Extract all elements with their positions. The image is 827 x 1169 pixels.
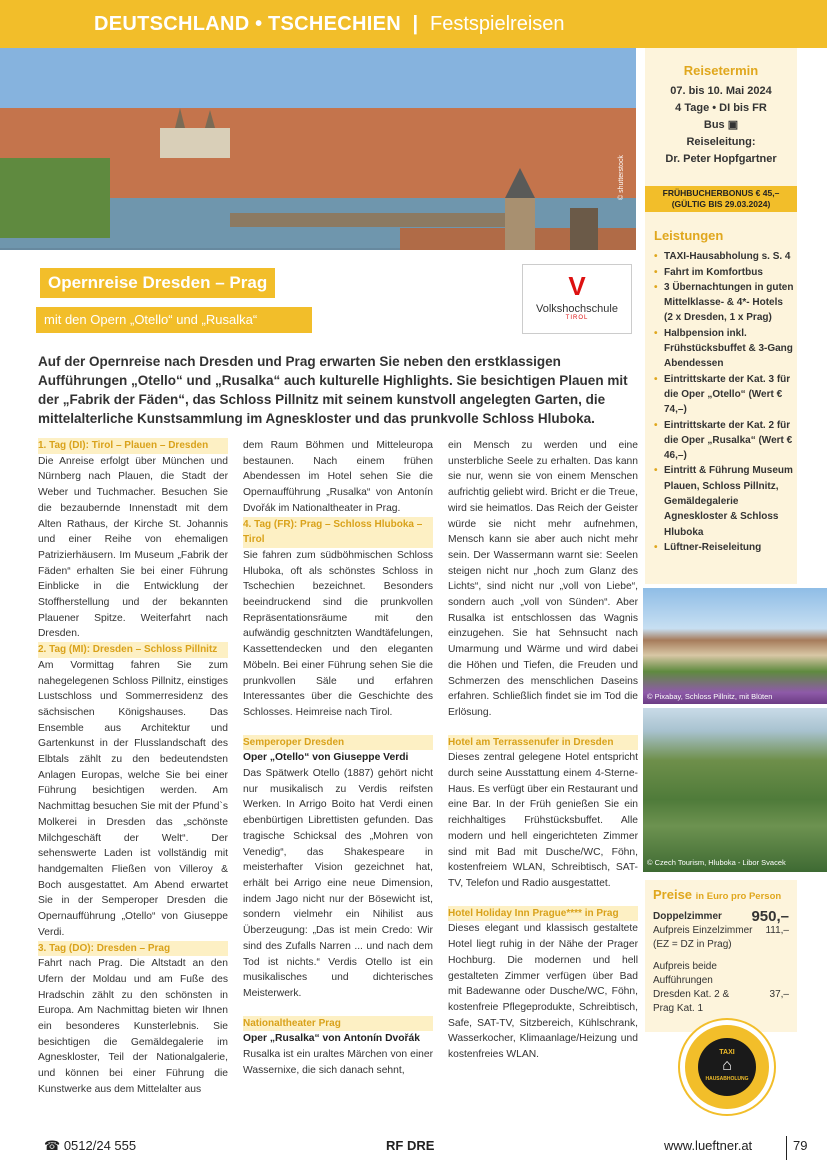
preise-unit: in Euro pro Person — [695, 891, 782, 902]
day1-text: Die Anreise erfolgt über München und Nürnberg nach Plauen, die Stadt der Weber und Tuchmacher. Besuchen Sie die bezaubernde Innenstadt mit dem Alten Rathaus, der Kirche St. Johannis und einer Reihe von ehemaligen Patrizierhäusern. Im Museum „Fabrik der Fäden“ erhalten Sie bei einer Führung Einblicke in die Entwicklung der Stoffherstellung und der bekannten Plauener Spitze. Weiterfahrt nach Dresden. — [38, 455, 228, 640]
list-item: • TAXI-Hausabholung s. S. 4 — [654, 249, 794, 264]
day3-text-continued: dem Raum Böhmen und Mitteleuropa bestaunen. Nach einem frühen Abendessen im Hotel sehen Sie die Opernaufführung „Rusalka“ von Antonín Dvořák im Nationaltheater in Prag. — [243, 440, 433, 514]
preise-box — [645, 880, 797, 1032]
taxi-badge-inner — [698, 1038, 756, 1096]
day4-text: Sie fahren zum südböhmischen Schloss Hluboka, oft als schönstes Schloss in Tschechien bezeichnet. Besonders beeindruckend sind die prunkvollen Repräsentationsräume mit den aufwändig geschnitzten Wandtäfelungen, Kassettendecken und den eleganten Möbeln. Bei einer Führung sehen Sie die prunkvollen Säle und erfahren Interessantes über die Geschichte des Schlosses. Heimreise nach Tirol. — [243, 549, 433, 718]
rusalka-text-continued: ein Mensch zu werden und eine unsterbliche Seele zu erhalten. Das kann sie nur, wenn sie von einem Menschen aufrichtig geliebt wird. Bricht er die Treue, wird sie heimatlos. Das Reich der Geister würde sie nicht mehr aufnehmen, Mensch kann sie aber auch nicht mehr sein. Der Wassermann warnt sie: Seelen steigen nicht nur „hoch zum Glanz des Lichts“, sind nicht nur „voll von Liebe“, sondern auch „voll von Sünden“. Aber Rusalka ist entschlossen das Wagnis einzugehen. Sie hat Sehnsucht nach Umarmung und Wärme und wird dabei die Höhen und Tiefen, die Freuden und Schmerzen des menschlichen Daseins erfahren. Schließlich findet sie im Tod die Erlösung. — [448, 440, 638, 718]
reisetermin-days: 4 Tage • DI bis FR — [675, 102, 767, 114]
header-country-2: TSCHECHIEN — [267, 13, 401, 35]
header-country-1: DEUTSCHLAND — [94, 13, 250, 35]
header-dot: • — [255, 13, 263, 35]
house-icon: ⌂ — [722, 1057, 732, 1074]
list-item: • Halbpension inkl. Frühstücksbuffet & 3-Gang Abendessen — [654, 326, 794, 372]
price-double-value: 950,– — [751, 908, 789, 925]
header-separator: | — [412, 13, 419, 35]
footer-code: RF DRE — [386, 1138, 435, 1153]
leistungen-list — [654, 249, 794, 555]
day1-heading: 1. Tag (DI): Tirol – Plauen – Dresden — [38, 438, 228, 454]
price-perf-value: 37,– — [769, 989, 789, 1000]
photo-schloss-pillnitz — [643, 588, 827, 704]
vhs-mark: V — [568, 271, 586, 301]
bonus-line-1: FRÜHBUCHERBONUS € 45,– — [662, 188, 780, 198]
otello-heading: Oper „Otello“ von Giuseppe Verdi — [243, 752, 409, 764]
footer-phone — [44, 1138, 136, 1154]
reisetermin-date: 07. bis 10. Mai 2024 — [670, 85, 772, 97]
reisetermin-box — [645, 48, 797, 168]
footer-divider — [786, 1136, 787, 1160]
list-item: • Eintritt & Führung Museum Plauen, Schloss Pillnitz, Gemäldegalerie Agneskloster & Schloss Hluboka — [654, 463, 794, 539]
photo1-credit: © Pixabay, Schloss Pillnitz, mit Blüten — [647, 692, 773, 701]
photo2-credit: © Czech Tourism, Hluboka - Libor Svacek — [647, 858, 786, 867]
vhs-region: TIROL — [565, 315, 589, 321]
intro-paragraph: Auf der Opernreise nach Dresden und Prag erwarten Sie neben den erstklassigen Aufführungen „Otello“ und „Rusalka“ auch kulturelle Highlights. Sie besichtigen Plauen mit der „Fabrik der Fäden“, das Schloss Pillnitz mit seinem kunstvoll angelegten Garten, die mittelalterliche Kunstsammlung im Agneskloster und das prunkvolle Schloss Hluboka. — [38, 354, 628, 426]
day2-heading: 2. Tag (MI): Dresden – Schloss Pillnitz — [38, 642, 228, 658]
rusalka-heading: Oper „Rusalka“ von Antonín Dvořák — [243, 1033, 420, 1045]
hero-photo-credit: © shutterstock — [618, 155, 625, 200]
footer-phone-number: 0512/24 555 — [63, 1138, 137, 1153]
day3-text: Fahrt nach Prag. Die Altstadt an den Ufern der Moldau und am Fuße des Hradschin zählt zu den schönsten in Europa. Am Nachmittag bieten wir Ihnen ein besonderes Kunsterlebnis. Sie besichtigen die Gemäldegalerie im Agneskloster, Teil der Nationalgalerie, und können bei einer Führung die Kunstwerke aus dem Mittelalter aus — [38, 958, 228, 1095]
price-double-label: Doppelzimmer — [653, 911, 722, 922]
footer-website[interactable]: www.lueftner.at — [664, 1138, 753, 1153]
price-row-double — [653, 910, 789, 924]
day4-heading: 4. Tag (FR): Prag – Schloss Hluboka – Tirol — [243, 517, 433, 548]
text-column-2 — [243, 438, 433, 1078]
price-single-value: 111,– — [765, 925, 789, 936]
preise-title: Preise — [653, 887, 693, 902]
bonus-line-2: (GÜLTIG BIS 29.03.2024) — [671, 199, 771, 209]
leistungen-heading: Leistungen — [654, 228, 724, 243]
otello-text: Das Spätwerk Otello (1887) gehört nicht nur musikalisch zu Verdis reifsten Werken. In Arrigo Boito hat Verdi einen ebenbürtigen Librettisten gefunden. Das tragische Schicksal des „Mohren von Venedig“, das Shakespeare in meisterhafter Vision gezeichnet hat, erhält bei Arrigo eine neue Dimension, indem Jago nicht nur der Bösewicht ist, sondern vielmehr ein Nihilist aus Überzeugung: „Das ist mein Credo: Wir sind des Zufalls Narren ... und nach dem Tod ist nichts.“ Verdis Otello ist ein musikalisches und dichterisches Meisterwerk. — [243, 768, 433, 999]
rusalka-text: Rusalka ist ein uraltes Märchen von einer Wassernixe, die sich danach sehnt, — [243, 1049, 433, 1076]
list-item: • Lüftner-Reiseleitung — [654, 540, 794, 555]
reisetermin-bus: Bus — [703, 119, 725, 131]
preise-heading — [653, 888, 789, 904]
taxi-top-text: TAXI — [719, 1049, 735, 1056]
photo-hluboka — [643, 708, 827, 872]
price-row-performances — [653, 960, 789, 1016]
text-column-3 — [448, 438, 638, 1063]
header-bar — [0, 0, 827, 48]
reisetermin-heading: Reisetermin — [683, 63, 759, 78]
hotel-prag-heading: Hotel Holiday Inn Prague**** in Prag — [448, 906, 638, 922]
day2-text: Am Vormittag fahren Sie zum nahegelegenen Schloss Pillnitz, einstiges Lustschloss und Sommerresidenz des sächsischen Königshauses. Das Ensemble aus Architektur und Gartenkunst in der Flusslandschaft des Elbtals zählt zu den bedeutendsten Anlagen Europas, welche Sie bei einer Führung besichtigen werden. Am Nachmittag besuchen Sie mit der Pfund`s Molkerei in Dresden das „schönste Milchgeschäft der Welt“. Der sehenswerte Laden ist vollständig mit handgemalten Fließen von Villeroy & Boch ausgestattet. Am Abend erwartet Sie in der Semperoper Dresden die Opernaufführung „Otello“ von Giuseppe Verdi. — [38, 659, 229, 938]
price-perf-label: Aufpreis beide Aufführungen Dresden Kat. 2 & Prag Kat. 1 — [653, 961, 730, 1014]
vhs-name: Volkshochschule — [536, 303, 618, 315]
text-column-1 — [38, 438, 228, 1098]
list-item: • Eintrittskarte der Kat. 3 für die Oper „Otello“ (Wert € 74,–) — [654, 372, 794, 418]
hotel-dresden-text: Dieses zentral gelegene Hotel entspricht durch seine Ausstattung einem 4-Sterne-Haus. Es verfügt über ein Restaurant und eine Bar. In der Früh genießen Sie ein reichhaltiges Frühstücksbuffet. Alle modern und hell eingerichteten Zimmer sind mit Bad mit Dusche/WC, Föhn, kostenfreiem WLAN, Schreibtisch, SAT-TV, Telefon und Radio ausgestattet. — [448, 752, 638, 889]
taxi-bottom-text: HAUSABHOLUNG — [705, 1076, 749, 1082]
hotel-dresden-heading: Hotel am Terrassenufer in Dresden — [448, 735, 638, 751]
bus-icon: ▣ — [727, 119, 739, 131]
list-item: • Fahrt im Komfortbus — [654, 265, 794, 280]
reiseleitung-label: Reiseleitung: — [686, 136, 756, 148]
header-category: Festspielreisen — [430, 13, 565, 35]
page-footer — [0, 1138, 827, 1160]
volkshochschule-logo — [522, 264, 632, 334]
fruehbucher-badge — [645, 186, 797, 212]
trip-subtitle: mit den Opern „Otello“ und „Rusalka“ — [36, 307, 312, 333]
hotel-prag-text: Dieses elegant und klassisch gestaltete Hotel liegt ruhig in der Nähe der Prager Hochburg. Die modernen und hell gestalteten Zimmer verfügen über Bad mit Badewanne oder Dusche/WC, Föhn, kostenfreie Pflegeprodukte, Schreibtisch, Safe, SAT-TV, Sitzbereich, Kühlschrank, Wasserkocher, Klimaanlage/Heizung und kostenfreies WLAN. — [448, 923, 638, 1061]
taxi-hausabholung-badge — [680, 1020, 774, 1114]
semperoper-heading: Semperoper Dresden — [243, 735, 433, 751]
price-row-single — [653, 924, 789, 952]
nationaltheater-heading: Nationaltheater Prag — [243, 1016, 433, 1032]
phone-icon: ☎ — [44, 1138, 61, 1153]
list-item: • 3 Übernachtungen in guten Mittelklasse- & 4*- Hotels (2 x Dresden, 1 x Prag) — [654, 280, 794, 326]
price-single-label: Aufpreis Einzelzimmer (EZ = DZ in Prag) — [653, 925, 753, 950]
list-item: • Eintrittskarte der Kat. 2 für die Oper „Rusalka“ (Wert € 46,–) — [654, 418, 794, 464]
trip-title: Opernreise Dresden – Prag — [40, 268, 275, 298]
page-number: 79 — [793, 1138, 808, 1153]
reiseleitung-name: Dr. Peter Hopfgartner — [665, 153, 777, 165]
leistungen-box — [654, 228, 794, 555]
day3-heading: 3. Tag (DO): Dresden – Prag — [38, 941, 228, 957]
